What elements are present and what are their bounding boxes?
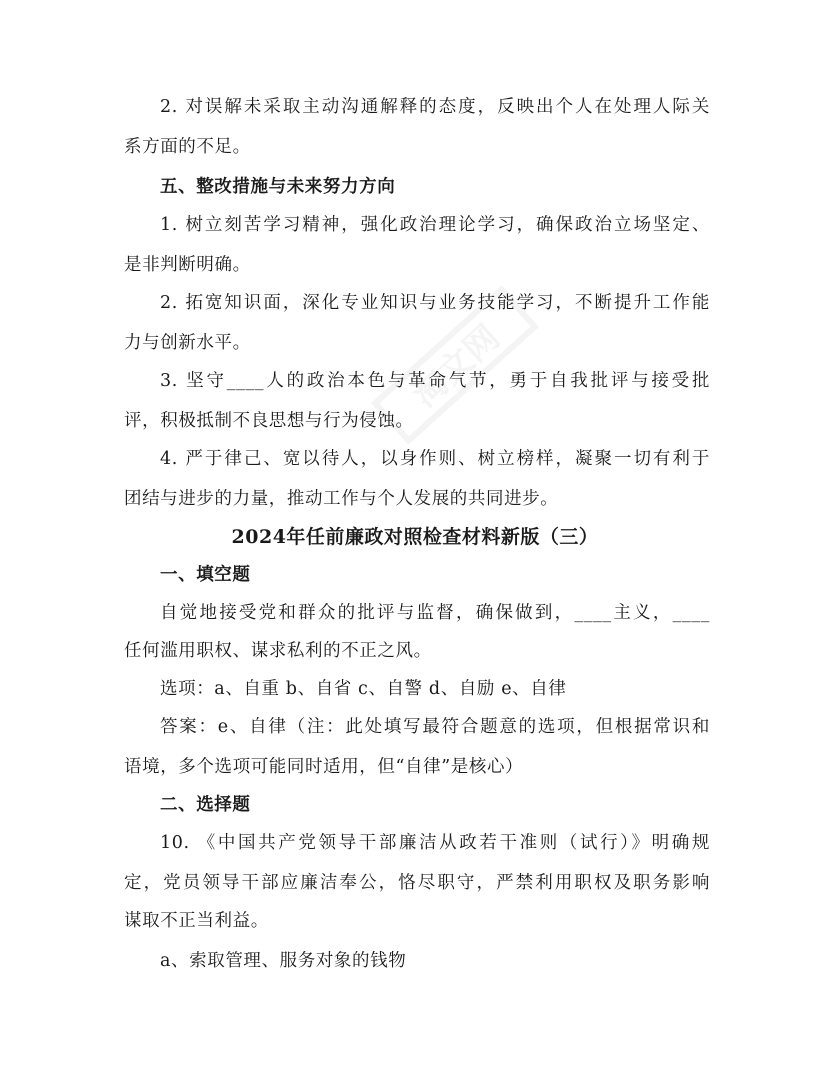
options-line: 选项：a、自重 b、自省 c、自警 d、自励 e、自律	[160, 679, 567, 699]
document-title: 2024年任前廉政对照检查材料新版（三）	[231, 526, 599, 548]
paragraph-line: 2. 对误解未采取主动沟通解释的态度，反映出个人在处理人际关	[160, 97, 710, 117]
paragraph-line: 任何滥用职权、谋求私利的不正之风。	[124, 641, 432, 661]
svg-text:淘文网: 淘文网	[405, 317, 508, 416]
paragraph-line: 4. 严于律己、宽以待人，以身作则、树立榜样，凝聚一切有利于	[160, 449, 710, 469]
paragraph-line: 10. 《中国共产党领导干部廉洁从政若干准则（试行）》明确规	[160, 833, 710, 853]
choice-option-a: a、索取管理、服务对象的钱物	[160, 951, 407, 971]
paragraph-line: 3. 坚守____人的政治本色与革命气节，勇于自我批评与接受批	[160, 371, 710, 391]
paragraph-line: 是非判断明确。	[124, 255, 251, 275]
paragraph-line: 团结与进步的力量，推动工作与个人发展的共同进步。	[124, 489, 559, 509]
paragraph-line: 评，积极抵制不良思想与行为侵蚀。	[124, 411, 414, 431]
paragraph-line: 2. 拓宽知识面，深化专业知识与业务技能学习，不断提升工作能	[160, 293, 710, 313]
paragraph-line: 语境，多个选项可能同时适用，但“自律”是核心）	[124, 757, 524, 777]
paragraph-line: 谋取不正当利益。	[124, 911, 269, 931]
paragraph-line: 系方面的不足。	[124, 137, 251, 157]
paragraph-line: 定，党员领导干部应廉洁奉公，恪尽职守，严禁利用职权及职务影响	[124, 873, 710, 893]
section-heading-2: 二、选择题	[160, 795, 251, 815]
answer-line: 答案：e、自律（注：此处填写最符合题意的选项，但根据常识和	[160, 717, 710, 737]
section-heading-1: 一、填空题	[160, 565, 251, 585]
paragraph-line: 力与创新水平。	[124, 333, 251, 353]
paragraph-line: 1. 树立刻苦学习精神，强化政治理论学习，确保政治立场坚定、	[160, 215, 710, 235]
section-heading-5: 五、整改措施与未来努力方向	[160, 177, 396, 197]
paragraph-line: 自觉地接受党和群众的批评与监督，确保做到，____主义，____	[160, 603, 710, 623]
